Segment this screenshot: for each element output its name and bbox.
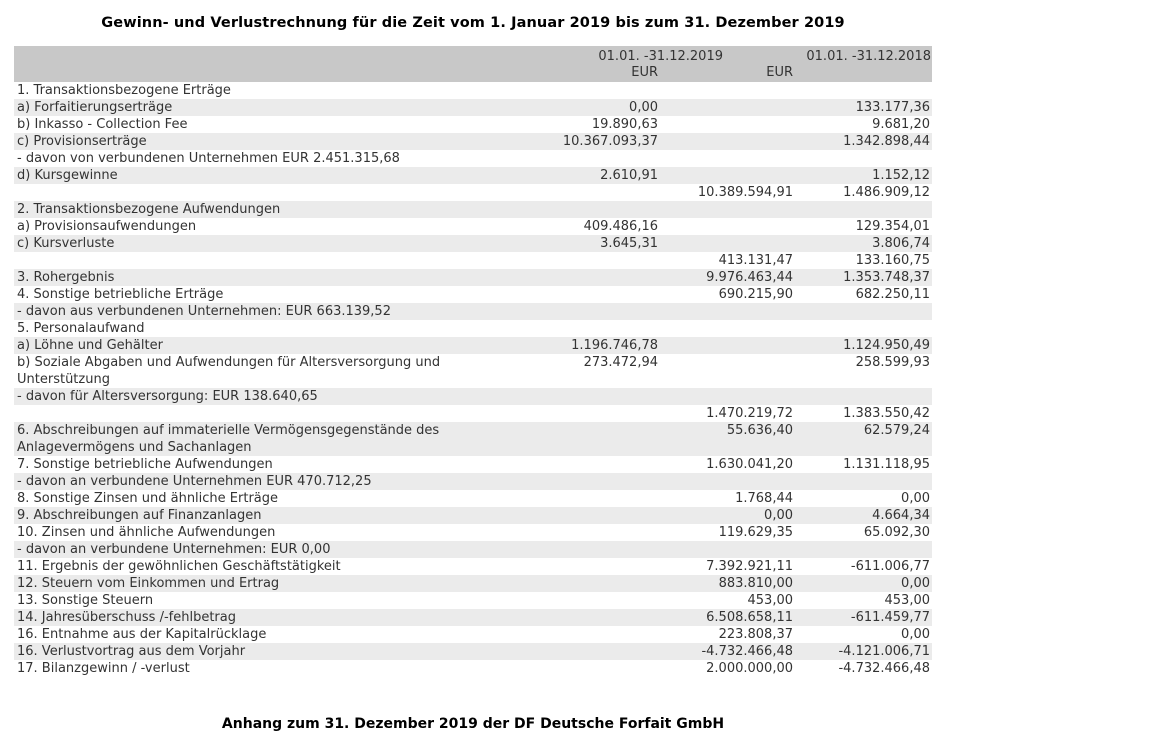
table-row — [14, 82, 932, 99]
row-col-c: 258.599,93 — [855, 355, 930, 370]
row-col-a — [482, 303, 658, 320]
row-col-a — [482, 184, 658, 201]
row-label: 17. Bilanzgewinn / -verlust — [17, 661, 190, 676]
row-col-a — [482, 150, 658, 167]
table-row — [14, 490, 932, 507]
row-col-c: 1.353.748,37 — [843, 270, 930, 285]
row-col-a — [482, 507, 658, 524]
row-col-c: 1.124.950,49 — [843, 338, 930, 353]
row-col-a: 3.645,31 — [600, 236, 658, 251]
row-label: b) Soziale Abgaben und Aufwendungen für Altersversorgung und Unterstützung — [17, 355, 441, 387]
row-col-c: 453,00 — [884, 593, 930, 608]
table-row — [14, 167, 932, 184]
row-col-a: 273.472,94 — [583, 355, 658, 370]
row-col-c — [793, 201, 932, 218]
row-col-c: 1.486.909,12 — [843, 185, 930, 200]
table-row — [14, 286, 932, 303]
table-row — [14, 99, 932, 116]
row-col-b — [658, 354, 793, 371]
row-label: - davon an verbundene Unternehmen EUR 470.712,25 — [17, 474, 372, 489]
column-header-period-2018: 01.01. -31.12.2018 — [806, 49, 931, 64]
row-col-c: 682.250,11 — [855, 287, 930, 302]
row-col-a — [482, 422, 658, 439]
row-label: 16. Entnahme aus der Kapitalrücklage — [17, 627, 267, 642]
table-row — [14, 354, 932, 388]
row-label: a) Löhne und Gehälter — [17, 338, 163, 353]
row-col-c: 65.092,30 — [863, 525, 930, 540]
row-col-b — [658, 235, 793, 252]
row-col-c — [793, 320, 932, 337]
row-col-a — [482, 473, 658, 490]
row-col-a: 1.196.746,78 — [571, 338, 658, 353]
row-col-c: 133.160,75 — [855, 253, 930, 268]
profit-loss-table — [14, 46, 932, 677]
row-col-c — [793, 388, 932, 405]
row-label: 12. Steuern vom Einkommen und Ertrag — [17, 576, 280, 591]
row-label: a) Forfaitierungserträge — [17, 100, 173, 115]
table-row — [14, 609, 932, 626]
row-label: 11. Ergebnis der gewöhnlichen Geschäftstätigkeit — [17, 559, 341, 574]
row-label: 16. Verlustvortrag aus dem Vorjahr — [17, 644, 246, 659]
row-label: 3. Rohergebnis — [17, 270, 115, 285]
table-row — [14, 218, 932, 235]
row-col-a — [482, 82, 658, 99]
table-row — [14, 133, 932, 150]
row-col-b: 55.636,40 — [726, 423, 793, 438]
table-row — [14, 150, 932, 167]
row-col-c: 9.681,20 — [872, 117, 930, 132]
row-col-a — [482, 524, 658, 541]
row-col-a: 0,00 — [629, 100, 658, 115]
row-col-c: -4.732.466,48 — [838, 661, 930, 676]
row-col-a — [482, 660, 658, 677]
row-label — [14, 405, 482, 422]
row-col-b — [658, 303, 793, 320]
table-row — [14, 116, 932, 133]
row-col-a — [482, 456, 658, 473]
row-col-a — [482, 201, 658, 218]
table-row — [14, 575, 932, 592]
page-title: Gewinn- und Verlustrechnung für die Zeit vom 1. Januar 2019 bis zum 31. Dezember 2019 — [101, 15, 845, 31]
table-row — [14, 388, 932, 405]
row-col-b: 6.508.658,11 — [706, 610, 793, 625]
row-col-b — [658, 82, 793, 99]
row-col-b — [658, 473, 793, 490]
column-header-period-2019: 01.01. -31.12.2019 — [598, 49, 723, 64]
row-col-b: 1.630.041,20 — [706, 457, 793, 472]
row-label: - davon an verbundene Unternehmen: EUR 0,00 — [17, 542, 331, 557]
row-col-a — [482, 388, 658, 405]
row-col-b — [658, 541, 793, 558]
row-col-b: 690.215,90 — [718, 287, 793, 302]
row-col-c: 62.579,24 — [863, 423, 930, 438]
row-col-b — [658, 320, 793, 337]
row-col-c — [793, 82, 932, 99]
row-col-a — [482, 626, 658, 643]
row-col-a: 409.486,16 — [583, 219, 658, 234]
row-col-b — [658, 388, 793, 405]
row-label — [14, 252, 482, 269]
table-row — [14, 252, 932, 269]
row-col-b — [658, 99, 793, 116]
row-label — [14, 184, 482, 201]
row-col-c: 1.131.118,95 — [843, 457, 930, 472]
row-col-c: 0,00 — [901, 627, 930, 642]
row-col-b: 2.000.000,00 — [706, 661, 793, 676]
table-row — [14, 541, 932, 558]
row-label: c) Provisionserträge — [17, 134, 147, 149]
row-col-c — [793, 473, 932, 490]
table-row — [14, 303, 932, 320]
row-col-c — [793, 541, 932, 558]
row-label: 10. Zinsen und ähnliche Aufwendungen — [17, 525, 276, 540]
row-label: 5. Personalaufwand — [17, 321, 145, 336]
row-col-b: 1.470.219,72 — [706, 406, 793, 421]
row-col-a — [482, 286, 658, 303]
column-header-currency-2018: EUR — [766, 65, 793, 80]
row-label: c) Kursverluste — [17, 236, 115, 251]
row-col-c: 129.354,01 — [855, 219, 930, 234]
row-col-b — [658, 133, 793, 150]
row-col-a: 19.890,63 — [591, 117, 658, 132]
footer-title: Anhang zum 31. Dezember 2019 der DF Deutsche Forfait GmbH — [221, 716, 725, 732]
row-col-b: 9.976.463,44 — [706, 270, 793, 285]
row-col-c: 1.152,12 — [872, 168, 930, 183]
row-col-b: 119.629,35 — [718, 525, 793, 540]
row-col-b — [658, 337, 793, 354]
row-col-a — [482, 575, 658, 592]
table-row — [14, 422, 932, 456]
table-row — [14, 320, 932, 337]
row-col-c: 1.342.898,44 — [843, 134, 930, 149]
row-label: 7. Sonstige betriebliche Aufwendungen — [17, 457, 273, 472]
table-row — [14, 626, 932, 643]
table-row — [14, 592, 932, 609]
table-row — [14, 184, 932, 201]
table-row — [14, 269, 932, 286]
row-col-b: -4.732.466,48 — [701, 644, 793, 659]
row-label: b) Inkasso - Collection Fee — [17, 117, 188, 132]
column-header-currency-2019: EUR — [631, 65, 658, 80]
row-label: 8. Sonstige Zinsen und ähnliche Erträge — [17, 491, 279, 506]
row-col-b: 883.810,00 — [718, 576, 793, 591]
row-col-c: 4.664,34 — [872, 508, 930, 523]
row-col-a — [482, 609, 658, 626]
row-col-c: -611.459,77 — [850, 610, 930, 625]
row-label: 13. Sonstige Steuern — [17, 593, 154, 608]
table-header — [14, 46, 932, 82]
table-body — [14, 82, 932, 677]
row-label: 9. Abschreibungen auf Finanzanlagen — [17, 508, 262, 523]
table-row — [14, 473, 932, 490]
row-col-c: 133.177,36 — [855, 100, 930, 115]
row-col-a — [482, 558, 658, 575]
row-label: 14. Jahresüberschuss /-fehlbetrag — [17, 610, 236, 625]
row-col-a — [482, 269, 658, 286]
row-col-b: 0,00 — [764, 508, 793, 523]
row-col-b: 7.392.921,11 — [706, 559, 793, 574]
row-col-b — [658, 116, 793, 133]
row-col-a — [482, 643, 658, 660]
table-row — [14, 235, 932, 252]
row-label: a) Provisionsaufwendungen — [17, 219, 197, 234]
row-col-b: 10.389.594,91 — [697, 185, 793, 200]
row-col-b: 413.131,47 — [718, 253, 793, 268]
row-col-b — [658, 218, 793, 235]
row-col-c: 3.806,74 — [872, 236, 930, 251]
row-col-a — [482, 405, 658, 422]
row-label: 4. Sonstige betriebliche Erträge — [17, 287, 224, 302]
row-label: - davon von verbundenen Unternehmen EUR 2.451.315,68 — [17, 151, 400, 166]
row-col-a — [482, 252, 658, 269]
row-col-b: 223.808,37 — [718, 627, 793, 642]
row-col-a — [482, 490, 658, 507]
row-label: 2. Transaktionsbezogene Aufwendungen — [17, 202, 281, 217]
row-col-c — [793, 150, 932, 167]
row-col-c — [793, 303, 932, 320]
row-label: 1. Transaktionsbezogene Erträge — [17, 83, 231, 98]
row-label: - davon für Altersversorgung: EUR 138.640,65 — [17, 389, 318, 404]
row-col-b — [658, 167, 793, 184]
table-row — [14, 337, 932, 354]
row-col-b — [658, 201, 793, 218]
table-row — [14, 507, 932, 524]
table-row — [14, 524, 932, 541]
row-col-c: -611.006,77 — [850, 559, 930, 574]
row-label: 6. Abschreibungen auf immaterielle Vermögensgegenstände des Anlagevermögens und Sachanlagen — [17, 423, 440, 455]
table-row — [14, 660, 932, 677]
row-col-b: 453,00 — [747, 593, 793, 608]
row-col-a: 2.610,91 — [600, 168, 658, 183]
table-row — [14, 643, 932, 660]
row-label: d) Kursgewinne — [17, 168, 118, 183]
row-col-b — [658, 150, 793, 167]
row-label: - davon aus verbundenen Unternehmen: EUR 663.139,52 — [17, 304, 391, 319]
table-row — [14, 201, 932, 218]
row-col-c: 1.383.550,42 — [843, 406, 930, 421]
row-col-a — [482, 592, 658, 609]
row-col-c: 0,00 — [901, 491, 930, 506]
table-row — [14, 405, 932, 422]
row-col-a — [482, 541, 658, 558]
row-col-b: 1.768,44 — [735, 491, 793, 506]
table-row — [14, 456, 932, 473]
row-col-a: 10.367.093,37 — [562, 134, 658, 149]
table-row — [14, 558, 932, 575]
row-col-a — [482, 320, 658, 337]
row-col-c: 0,00 — [901, 576, 930, 591]
row-col-c: -4.121.006,71 — [838, 644, 930, 659]
